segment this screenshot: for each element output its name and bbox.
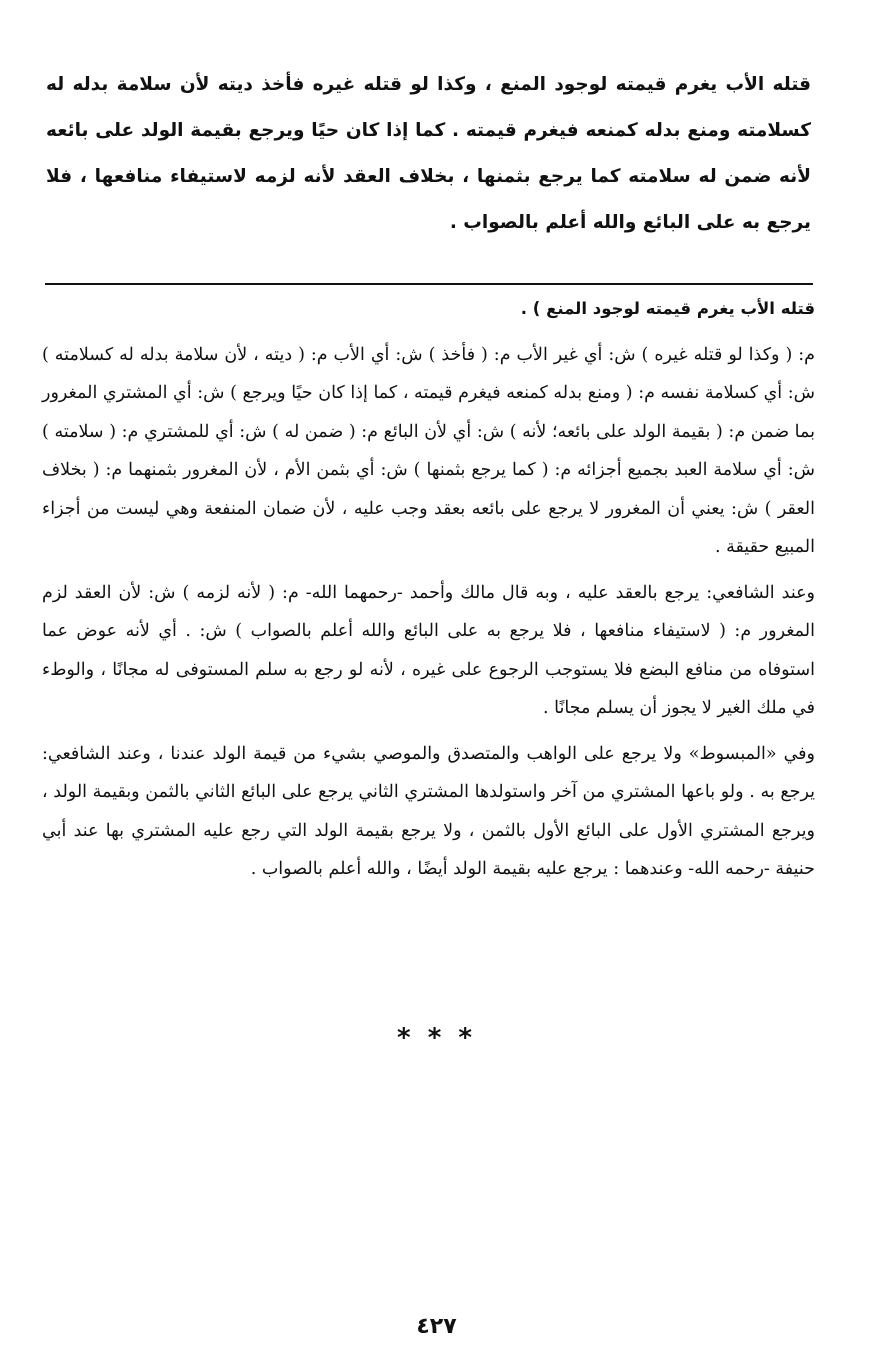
commentary-paragraph-2: وعند الشافعي: يرجع بالعقد عليه ، وبه قال مالك وأحمد -رحمهما الله- م: ( لأنه لزمه ) ش: لأن العقد لزم المغرور م: ( لاستيفاء منافعها ، فلا يرجع به على البائع والله أعلم بالصواب ) ش: . أي لأنه عوض عما استوفاه من منافع البضع فلا يستوجب الرجوع على غيره ، لأنه لو رجع به سلم المستوفى له مجانًا ، والوطء في ملك الغير لا يجوز أن يسلم مجانًا . xyxy=(42,582,815,718)
commentary-lead: قتله الأب يغرم قيمته لوجود المنع ) . xyxy=(520,299,815,318)
main-paragraph: قتله الأب يغرم قيمته لوجود المنع ، وكذا لو قتله غيره فأخذ ديته لأن سلامة بدله له كسلامته ومنع بدله كمنعه فيغرم قيمته . كما إذا كان حيًا ويرجع بقيمة الولد على بائعه لأنه ضمن له سلامته كما يرجع بثمنها ، بخلاف العقد لأنه لزمه لاستيفاء منافعها ، فلا يرجع به على البائع والله أعلم بالصواب . xyxy=(46,74,811,233)
footnote-divider xyxy=(45,283,813,285)
section-separator: * * * xyxy=(397,1023,476,1053)
commentary-paragraph-3: وفي «المبسوط» ولا يرجع على الواهب والمتصدق والموصي بشيء من قيمة الولد عندنا ، وعند الشافعي: يرجع به . ولو باعها المشتري من آخر واستولدها المشتري الثاني يرجع على البائع الثاني بالثمن وبقيمة الولد ، ويرجع المشتري الأول على البائع الأول بالثمن ، ولا يرجع بقيمة الولد التي رجع عليه المشتري بها عند أبي حنيفة -رحمه الله- وعندهما : يرجع عليه بقيمة الولد أيضًا ، والله أعلم بالصواب . xyxy=(42,743,815,879)
page-number: ٤٢٧ xyxy=(416,1314,457,1339)
commentary-paragraph-1: م: ( وكذا لو قتله غيره ) ش: أي غير الأب م: ( فأخذ ) ش: أي الأب م: ( ديته ، لأن سلامة بدله له كسلامته ) ش: أي كسلامة نفسه م: ( ومنع بدله كمنعه فيغرم قيمته ، كما إذا كان حيًا ويرجع ) ش: أي المشتري المغرور بما ضمن م: ( بقيمة الولد على بائعه؛ لأنه ) ش: أي لأن البائع م: ( ضمن له ) ش: أي للمشتري م: ( سلامته ) ش: أي سلامة العبد بجميع أجزائه م: ( كما يرجع بثمنها ) ش: أي بثمن الأم ، لأن المغرور بثمنهما م: ( بخلاف العقر ) ش: يعني أن المغرور لا يرجع على بائعه بعقد وجب عليه ، لأن ضمان المنفعة وهي ليست من أجزاء المبيع حقيقة . xyxy=(42,344,815,557)
main-text-block xyxy=(46,62,811,246)
commentary-block xyxy=(42,290,815,896)
